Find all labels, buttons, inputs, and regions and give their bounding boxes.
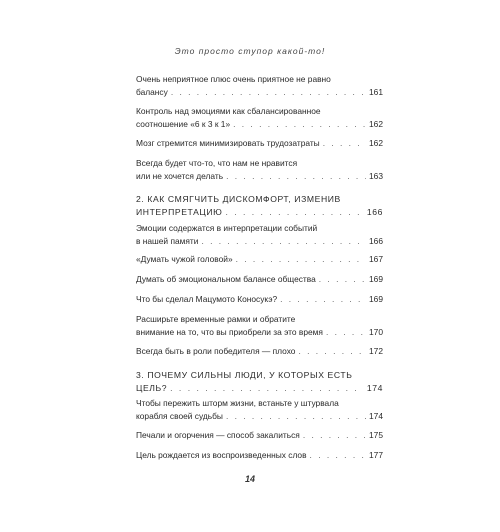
toc-entry-line bbox=[136, 170, 383, 183]
toc-entry-line bbox=[136, 313, 383, 326]
leader-dots bbox=[236, 253, 366, 266]
page-number: 161 bbox=[369, 87, 383, 97]
page-number: 177 bbox=[369, 450, 383, 460]
page-number: 163 bbox=[369, 171, 383, 181]
page-number: 162 bbox=[369, 138, 383, 148]
toc-entry bbox=[136, 253, 383, 266]
toc-entry bbox=[136, 105, 383, 131]
toc-entry bbox=[136, 157, 383, 183]
toc-chapter-entry bbox=[136, 193, 383, 219]
toc-entry bbox=[136, 222, 383, 248]
page-number: 172 bbox=[369, 346, 383, 356]
page-number: 166 bbox=[366, 207, 383, 217]
page-number: 169 bbox=[369, 274, 383, 284]
toc-entry-line bbox=[136, 118, 383, 131]
toc-entry-line bbox=[136, 137, 383, 150]
toc-entry-line bbox=[136, 449, 383, 462]
leader-dots bbox=[233, 118, 366, 131]
toc-entry-line bbox=[136, 193, 383, 206]
page-number: 166 bbox=[369, 236, 383, 246]
page-number: 169 bbox=[369, 294, 383, 304]
toc-entry bbox=[136, 137, 383, 150]
toc-entry-line bbox=[136, 253, 383, 266]
leader-dots bbox=[310, 449, 366, 462]
toc-entry-line bbox=[136, 382, 383, 395]
toc-entry bbox=[136, 429, 383, 442]
toc-entry-title: балансу bbox=[136, 87, 168, 97]
running-head: Это просто ступор какой-то! bbox=[174, 46, 326, 56]
toc-entry-title: внимание на то, что вы приобрели за это время bbox=[136, 327, 323, 337]
toc-entry-title: Думать об эмоциональном балансе общества bbox=[136, 274, 316, 284]
toc-entry-title: ЦЕЛЬ? bbox=[136, 383, 168, 393]
toc-entry-title: Всегда быть в роли победителя — плохо bbox=[136, 346, 296, 356]
toc-entry bbox=[136, 293, 383, 306]
leader-dots bbox=[226, 170, 366, 183]
page-number: 175 bbox=[369, 430, 383, 440]
toc-entry bbox=[136, 345, 383, 358]
toc-chapter-entry bbox=[136, 369, 383, 395]
leader-dots bbox=[280, 293, 366, 306]
toc-entry-line bbox=[136, 157, 383, 170]
toc-entry bbox=[136, 273, 383, 286]
toc-entry-title: Расширьте временные рамки и обратите bbox=[136, 314, 296, 324]
page-number: 167 bbox=[369, 254, 383, 264]
leader-dots bbox=[201, 235, 366, 248]
toc-entry-title: Всегда будет что-то, что нам не нравится bbox=[136, 158, 298, 168]
toc-entry-line bbox=[136, 429, 383, 442]
toc-entry-line bbox=[136, 326, 383, 339]
toc-entry-line bbox=[136, 86, 383, 99]
toc-entry-line bbox=[136, 369, 383, 382]
toc-entry-title: Мозг стремится минимизировать трудозатраты bbox=[136, 138, 320, 148]
leader-dots bbox=[225, 206, 363, 219]
leader-dots bbox=[171, 86, 366, 99]
toc-entry-line bbox=[136, 410, 383, 423]
toc-entry bbox=[136, 397, 383, 423]
toc-entry-title: Цель рождается из воспроизведенных слов bbox=[136, 450, 307, 460]
toc-entry-title: Что бы сделал Мацумото Коносукэ? bbox=[136, 294, 278, 304]
toc-entry-line bbox=[136, 235, 383, 248]
page-number: 174 bbox=[369, 411, 383, 421]
toc-entry-line bbox=[136, 345, 383, 358]
toc-entry-title: «Думать чужой головой» bbox=[136, 254, 233, 264]
toc-entry-title: в нашей памяти bbox=[136, 236, 199, 246]
leader-dots bbox=[298, 345, 366, 358]
page-number: 170 bbox=[369, 327, 383, 337]
toc-entry bbox=[136, 449, 383, 462]
toc-entry-line bbox=[136, 105, 383, 118]
toc-entry-title: Печали и огорчения — способ закалиться bbox=[136, 430, 300, 440]
toc-entry-title: 2. КАК СМЯГЧИТЬ ДИСКОМФОРТ, ИЗМЕНИВ bbox=[136, 194, 341, 204]
leader-dots bbox=[319, 273, 366, 286]
toc-entry-title: Чтобы пережить шторм жизни, встаньте у штурвала bbox=[136, 398, 339, 408]
leader-dots bbox=[323, 137, 366, 150]
toc-entry bbox=[136, 313, 383, 339]
toc-entry-title: ИНТЕРПРЕТАЦИЮ bbox=[136, 207, 223, 217]
toc-entry-line bbox=[136, 222, 383, 235]
leader-dots bbox=[226, 410, 366, 423]
page-folio: 14 bbox=[244, 474, 255, 484]
toc-entry-title: Контроль над эмоциями как сбалансированное bbox=[136, 106, 321, 116]
toc-entry-title: Очень неприятное плюс очень приятное не равно bbox=[136, 74, 331, 84]
page-number: 162 bbox=[369, 119, 383, 129]
toc-entry-title: Эмоции содержатся в интерпретации событий bbox=[136, 223, 318, 233]
toc-entry bbox=[136, 73, 383, 99]
toc-entry-line bbox=[136, 273, 383, 286]
toc-entry-line bbox=[136, 73, 383, 86]
leader-dots bbox=[303, 429, 366, 442]
toc-entry-title: или не хочется делать bbox=[136, 171, 224, 181]
toc-entry-title: 3. ПОЧЕМУ СИЛЬНЫ ЛЮДИ, У КОТОРЫХ ЕСТЬ bbox=[136, 370, 353, 380]
leader-dots bbox=[170, 382, 364, 395]
toc-entry-line bbox=[136, 206, 383, 219]
page-number: 174 bbox=[366, 383, 383, 393]
leader-dots bbox=[326, 326, 366, 339]
toc-entry-title: соотношение «6 к 3 к 1» bbox=[136, 119, 231, 129]
toc-entry-line bbox=[136, 293, 383, 306]
toc-entry-line bbox=[136, 397, 383, 410]
toc-entry-title: корабля своей судьбы bbox=[136, 411, 223, 421]
